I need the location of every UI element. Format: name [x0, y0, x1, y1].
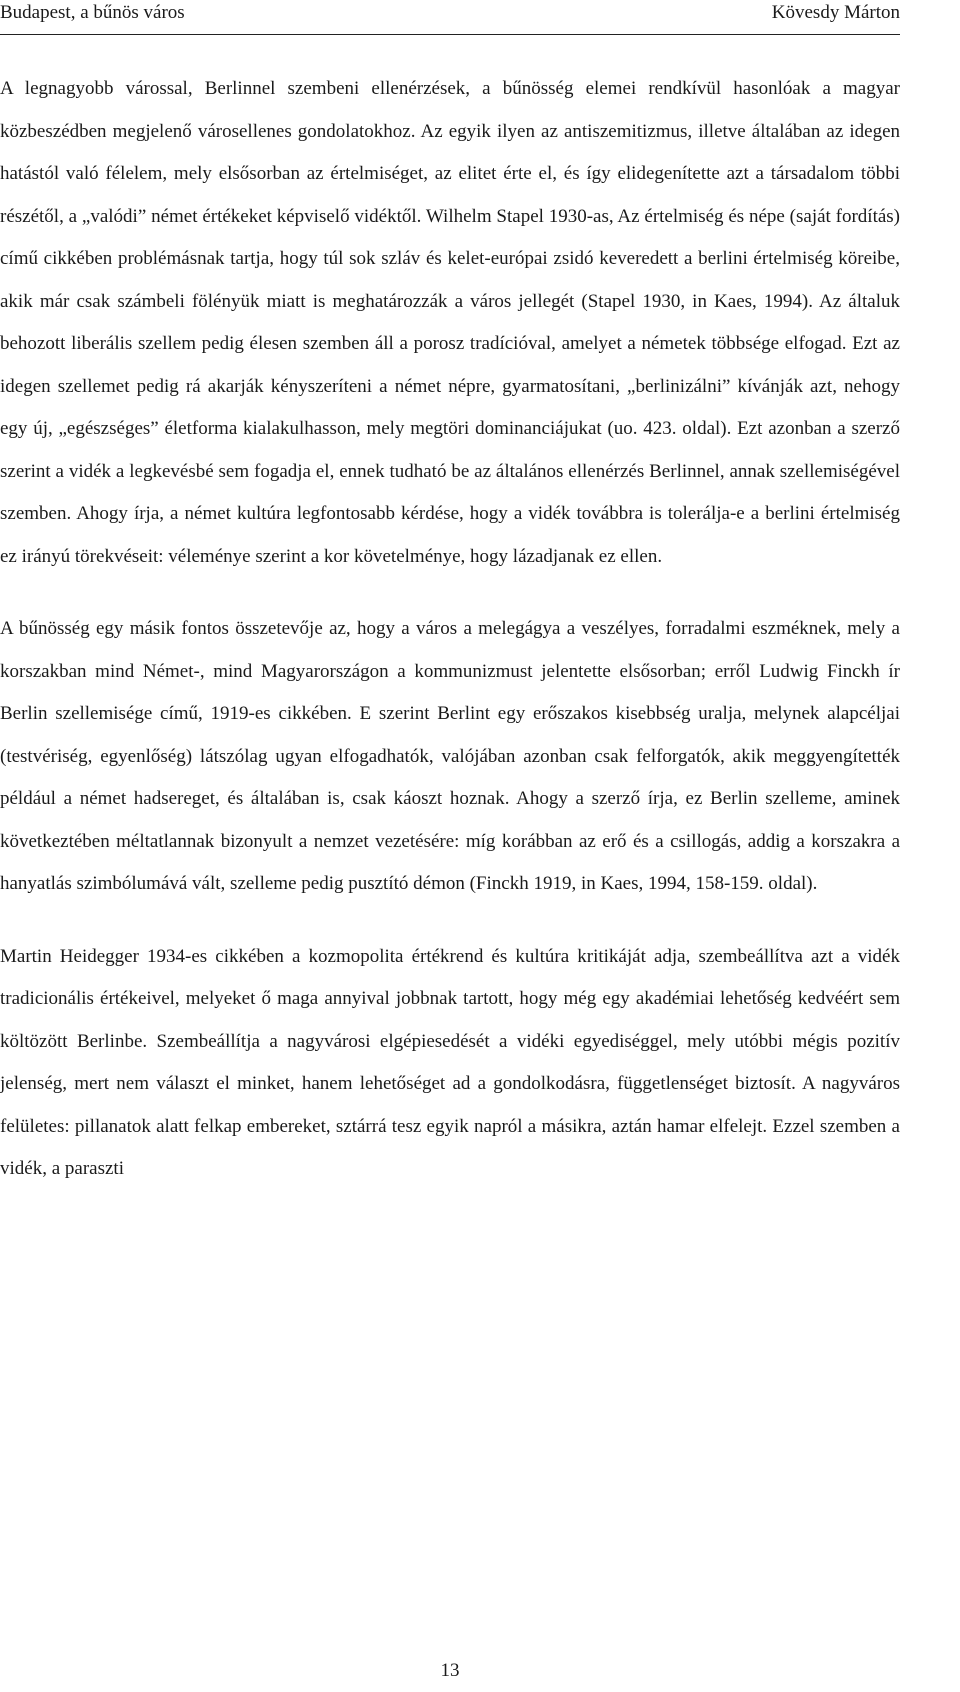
paragraph-2: A bűnösség egy másik fontos összetevője az, hogy a város a melegágya a veszélyes, forradalmi eszméknek, mely a korszakban mind Német-, mind Magyarországon a kommunizmust jelentette elsősorban; erről Ludwig Finckh ír Berlin szellemisége című, 1919-es cikkében. E szerint Berlint egy erőszakos kisebbség uralja, melynek alapcéljai (testvériség, egyenlőség) látszólag ugyan elfogadhatók, valójában azonban csak felforgatók, akik meggyengítették például a német hadsereget, és általában is, csak káoszt hoznak. Ahogy a szerző írja, ez Berlin szelleme, aminek következtében méltatlannak bizonyult a nemzet vezetésére: míg korábban az erő és a csillogás, addig a korszakra a hanyatlás szimbólumává vált, szelleme pedig pusztító démon (Finckh 1919, in Kaes, 1994, 158-159. oldal). — [0, 618, 900, 894]
page-number: 13 — [440, 1660, 460, 1681]
document-body — [0, 68, 900, 1191]
page-header — [0, 0, 900, 32]
paragraph-3: Martin Heidegger 1934-es cikkében a kozmopolita értékrend és kultúra kritikáját adja, szembeállítva azt a vidék tradicionális értékeivel, melyeket ő maga annyival jobbnak tartott, hogy még egy akadémiai lehetőség kedvéért sem költözött Berlinbe. Szembeállítja a nagyvárosi elgépiesedését a vidéki egyediséggel, mely utóbbi mégis pozitív jelenség, mert nem választ el minket, hanem lehetőséget ad a gondolkodásra, függetlenséget biztosít. A nagyváros felületes: pillanatok alatt felkap embereket, sztárrá tesz egyik napról a másikra, aztán hamar elfelejt. Ezzel szemben a vidék, a paraszti — [0, 945, 900, 1179]
paragraph-1: A legnagyobb várossal, Berlinnel szembeni ellenérzések, a bűnösség elemei rendkívül hasonlóak a magyar közbeszédben megjelenő városellenes gondolatokhoz. Az egyik ilyen az antiszemitizmus, illetve általában az idegen hatástól való félelem, mely elsősorban az értelmiséget, az elitet érte el, és így elidegenítette azt a társadalom többi részétől, a „valódi” német értékeket képviselő vidéktől. Wilhelm Stapel 1930-as, Az értelmiség és népe (saját fordítás) című cikkében problémásnak tartja, hogy túl sok szláv és kelet-európai zsidó keveredett a berlini értelmiség köreibe, akik már csak számbeli fölényük miatt is meghatározzák a város jellegét (Stapel 1930, in Kaes, 1994). Az általuk behozott liberális szellem pedig élesen szemben áll a porosz tradícióval, amelyet a németek többsége elfogad. Ezt az idegen szellemet pedig rá akarják kényszeríteni a német népre, gyarmatosítani, „berlinizálni” kívánják azt, nehogy egy új, „egészséges” életforma kialakulhasson, mely megtöri dominanciájukat (uo. 423. oldal). Ezt azonban a szerző szerint a vidék a legkevésbé sem fogadja el, ennek tudható be az általános ellenérzés Berlinnel, annak szellemiségével szemben. Ahogy írja, a német kultúra legfontosabb kérdése, hogy a vidék továbbra is tolerálja-e a berlini értelmiség ez irányú törekvéseit: véleménye szerint a kor követelménye, hogy lázadjanak ez ellen. — [0, 78, 900, 567]
header-divider — [0, 34, 900, 35]
header-author: Kövesdy Márton — [771, 2, 900, 23]
header-title: Budapest, a bűnös város — [0, 2, 185, 23]
